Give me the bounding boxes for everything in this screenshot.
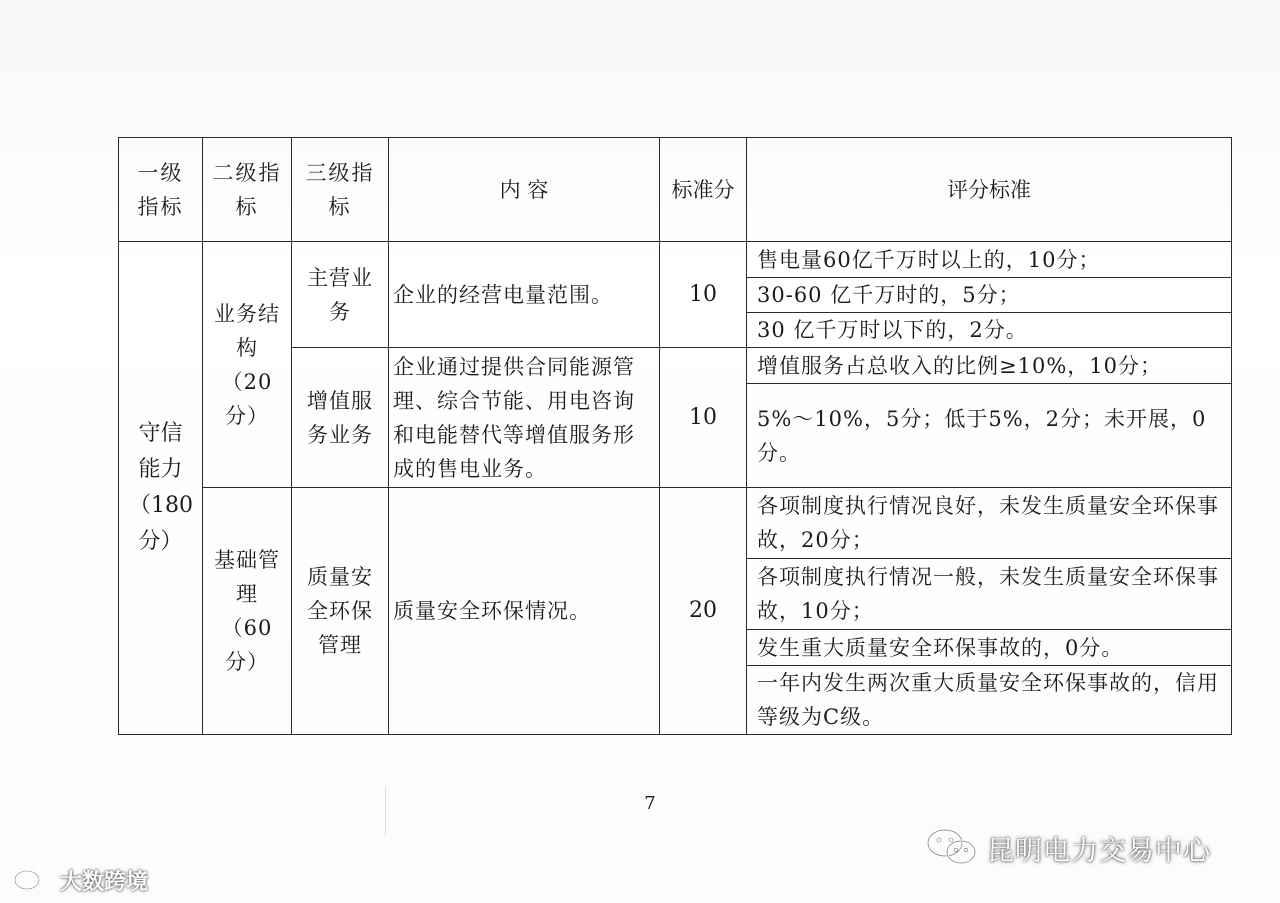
- criteria-cell: 5%～10%，5分；低于5%，2分；未开展，0分。: [747, 384, 1232, 488]
- content-cell-quality-safety: 质量安全环保情况。: [389, 488, 660, 735]
- criteria-cell: 售电量60亿千万时以上的，10分；: [747, 242, 1232, 278]
- header-level2: 二级指标: [203, 138, 292, 242]
- header-level3: 三级指标: [292, 138, 389, 242]
- watermark-right-text: 昆明电力交易中心: [987, 835, 1211, 866]
- page-number: 7: [644, 793, 656, 814]
- watermark-left-text: 大数跨境: [60, 868, 149, 894]
- criteria-cell: 30 亿千万时以下的，2分。: [747, 313, 1232, 348]
- table-row: [119, 488, 1232, 559]
- credit-rating-table: [118, 137, 1232, 735]
- header-content: 内 容: [389, 138, 660, 242]
- header-level1: 一级指标: [119, 138, 203, 242]
- content-cell-value-added: 企业通过提供合同能源管理、综合节能、用电咨询和电能替代等增值服务形成的售电业务。: [389, 348, 660, 488]
- criteria-cell: 30-60 亿千万时的，5分；: [747, 278, 1232, 313]
- wechat-logo-icon: [925, 826, 979, 870]
- level2-cell-business-structure: 业务结构（20分）: [203, 242, 292, 488]
- table-header-row: [119, 138, 1232, 242]
- watermark-left: [12, 862, 148, 898]
- criteria-cell: 发生重大质量安全环保事故的，0分。: [747, 630, 1232, 666]
- weibo-logo-icon: [12, 862, 54, 898]
- header-criteria: 评分标准: [747, 138, 1232, 242]
- content-cell-main-business: 企业的经营电量范围。: [389, 242, 660, 348]
- criteria-cell: 各项制度执行情况良好，未发生质量安全环保事故，20分；: [747, 488, 1232, 559]
- criteria-cell: 增值服务占总收入的比例≥10%，10分；: [747, 348, 1232, 384]
- score-cell-quality-safety: 20: [660, 488, 747, 735]
- score-cell-value-added: 10: [660, 348, 747, 488]
- header-standard-score: 标准分: [660, 138, 747, 242]
- table-row: [119, 242, 1232, 278]
- criteria-cell: 各项制度执行情况一般，未发生质量安全环保事故，10分；: [747, 559, 1232, 630]
- criteria-cell: 一年内发生两次重大质量安全环保事故的，信用等级为C级。: [747, 666, 1232, 735]
- level3-cell-quality-safety: 质量安全环保管理: [292, 488, 389, 735]
- score-cell-main-business: 10: [660, 242, 747, 348]
- watermark-right: [925, 826, 1211, 870]
- level3-cell-value-added: 增值服务业务: [292, 348, 389, 488]
- level2-cell-basic-management: 基础管理（60分）: [203, 488, 292, 735]
- level1-cell: 守信能力（180分）: [119, 242, 203, 735]
- scan-artifact-line: [385, 787, 386, 835]
- level3-cell-main-business: 主营业务: [292, 242, 389, 348]
